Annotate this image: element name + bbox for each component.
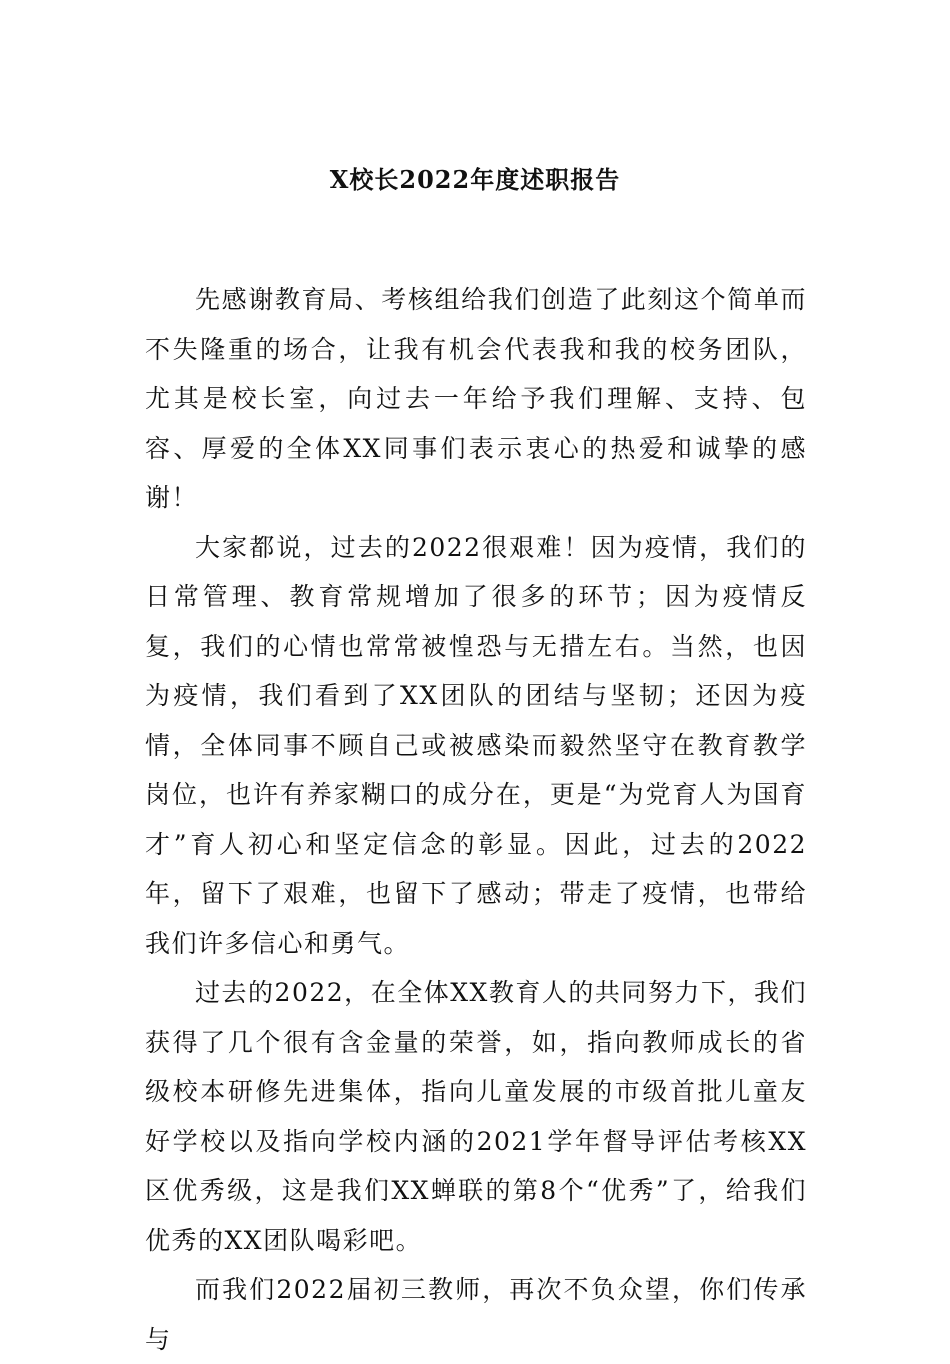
paragraph: 先感谢教育局、考核组给我们创造了此刻这个简单而不失隆重的场合，让我有机会代表我和我的校务团队，尤其是校长室，向过去一年给予我们理解、支持、包容、厚爱的全体XX同事们表示衷心的热爱和诚挚的感谢！ bbox=[145, 285, 807, 512]
document-title: X校长2022年度述职报告 bbox=[329, 165, 621, 194]
document-body bbox=[145, 275, 807, 1364]
paragraph: 过去的2022，在全体XX教育人的共同努力下，我们获得了几个很有含金量的荣誉，如，指向教师成长的省级校本研修先进集体，指向儿童发展的市级首批儿童友好学校以及指向学校内涵的2021学年督导评估考核XX区优秀级，这是我们XX蝉联的第8个“优秀”了，给我们优秀的XX团队喝彩吧。 bbox=[145, 978, 807, 1255]
paragraph: 大家都说，过去的2022很艰难！因为疫情，我们的日常管理、教育常规增加了很多的环节；因为疫情反复，我们的心情也常常被惶恐与无措左右。当然，也因为疫情，我们看到了XX团队的团结与坚韧；还因为疫情，全体同事不顾自己或被感染而毅然坚守在教育教学岗位，也许有养家糊口的成分在，更是“为党育人为国育才”育人初心和坚定信念的彰显。因此，过去的2022年，留下了艰难，也留下了感动；带走了疫情，也带给我们许多信心和勇气。 bbox=[145, 532, 807, 958]
paragraph: 而我们2022届初三教师，再次不负众望，你们传承与 bbox=[145, 1275, 807, 1354]
